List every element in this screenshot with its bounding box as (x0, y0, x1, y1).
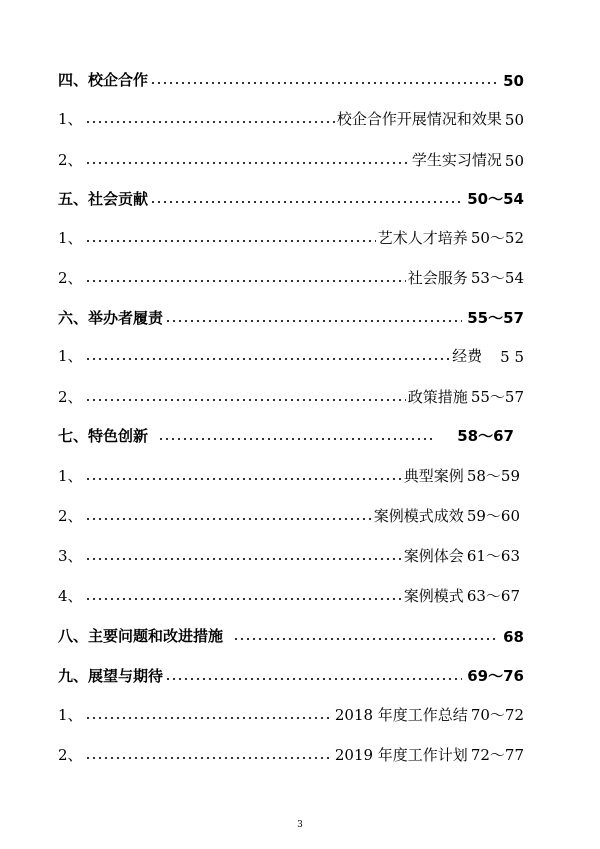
toc-page-range: 5 5 (500, 348, 524, 366)
toc-title: 艺术人才培养 (377, 229, 468, 247)
toc-section-row[interactable] (58, 302, 524, 328)
toc-section-row[interactable] (58, 64, 524, 90)
toc-page-range: 68 (503, 628, 524, 646)
toc-page-range: 50 (504, 111, 524, 129)
toc-number: 1、 (58, 229, 83, 247)
toc-entry-row[interactable] (58, 580, 520, 606)
toc-number: 1、 (58, 110, 83, 128)
toc-page-range: 72～77 (470, 746, 524, 764)
toc-number: 2、 (58, 269, 83, 287)
toc-number: 1、 (58, 706, 83, 724)
toc-number: 九、 (58, 667, 89, 685)
toc-page-range: 50 (503, 72, 524, 90)
toc-number: 1、 (58, 467, 83, 485)
toc-dot-leader (150, 81, 498, 85)
toc-dot-leader (85, 398, 406, 402)
toc-title: 主要问题和改进措施 (88, 627, 224, 645)
toc-dot-leader (158, 437, 436, 441)
toc-number: 七、 (58, 427, 89, 445)
toc-dot-leader (85, 477, 402, 481)
toc-number: 2、 (58, 151, 83, 169)
toc-page-range: 61～63 (466, 547, 520, 565)
toc-page-range: 58～67 (457, 427, 514, 445)
toc-section-row[interactable] (58, 660, 524, 686)
toc-entry-row[interactable] (58, 699, 524, 725)
toc-number: 2、 (58, 388, 83, 406)
toc-number: 1、 (58, 347, 83, 365)
toc-title: 案例模式成效 (373, 507, 464, 525)
toc-dot-leader (85, 279, 406, 283)
toc-number: 4、 (58, 587, 83, 605)
toc-dot-leader (85, 161, 410, 165)
toc-dot-leader (85, 357, 451, 361)
toc-number: 八、 (58, 627, 89, 645)
toc-number: 2、 (58, 507, 83, 525)
toc-page-range: 50～54 (467, 190, 524, 208)
toc-section-row[interactable] (58, 620, 524, 646)
toc-entry-row[interactable] (58, 500, 520, 526)
toc-entry-row[interactable] (58, 540, 520, 566)
toc-number: 2、 (58, 746, 83, 764)
toc-entry-row[interactable] (58, 460, 520, 486)
toc-entry-row[interactable] (58, 340, 524, 366)
toc-dot-leader (85, 557, 402, 561)
toc-dot-leader (85, 517, 372, 521)
toc-title: 案例体会 (403, 547, 464, 565)
toc-title: 典型案例 (403, 467, 464, 485)
toc-page-range: 58～59 (466, 467, 520, 485)
toc-title: 校企合作开展情况和效果 (336, 110, 502, 128)
toc-page-range: 55～57 (470, 388, 524, 406)
toc-title: 学生实习情况 (411, 151, 502, 169)
toc-title: 社会服务 (407, 269, 468, 287)
toc-title: 政策措施 (407, 388, 468, 406)
toc-dot-leader (85, 756, 333, 760)
toc-page-range: 70～72 (470, 706, 524, 724)
toc-entry-row[interactable] (58, 381, 524, 407)
toc-dot-leader (85, 120, 335, 124)
toc-dot-leader (165, 677, 462, 681)
toc-title: 举办者履责 (88, 309, 164, 327)
toc-page-range: 59～60 (466, 507, 520, 525)
toc-title: 案例模式 (403, 587, 464, 605)
toc-page-range: 53～54 (470, 269, 524, 287)
toc-title: 展望与期待 (88, 667, 164, 685)
toc-dot-leader (85, 716, 333, 720)
toc-dot-leader (165, 319, 462, 323)
toc-page-range: 50 (504, 152, 524, 170)
toc-section-row[interactable] (58, 420, 514, 446)
toc-section-row[interactable] (58, 183, 524, 209)
toc-title: 经费 (452, 347, 483, 365)
toc-number: 四、 (58, 71, 89, 89)
toc-dot-leader (85, 239, 376, 243)
toc-page-range: 50～52 (470, 229, 524, 247)
toc-dot-leader (150, 200, 462, 204)
toc-page-range: 63～67 (466, 587, 520, 605)
toc-entry-row[interactable] (58, 262, 524, 288)
toc-entry-row[interactable] (58, 144, 524, 170)
toc-number: 六、 (58, 309, 89, 327)
toc-entry-row[interactable] (58, 103, 524, 129)
toc-page-range: 55～57 (467, 309, 524, 327)
toc-title: 校企合作 (88, 71, 149, 89)
toc-entry-row[interactable] (58, 739, 524, 765)
page-number: 3 (297, 820, 303, 830)
toc-title: 2019 年度工作计划 (334, 746, 468, 764)
toc-title: 2018 年度工作总结 (334, 706, 468, 724)
toc-page-range: 69～76 (467, 667, 524, 685)
toc-number: 五、 (58, 190, 89, 208)
toc-title: 特色创新 (88, 427, 149, 445)
toc-entry-row[interactable] (58, 222, 524, 248)
toc-dot-leader (233, 637, 498, 641)
toc-number: 3、 (58, 547, 83, 565)
toc-dot-leader (85, 597, 402, 601)
toc-title: 社会贡献 (88, 190, 149, 208)
